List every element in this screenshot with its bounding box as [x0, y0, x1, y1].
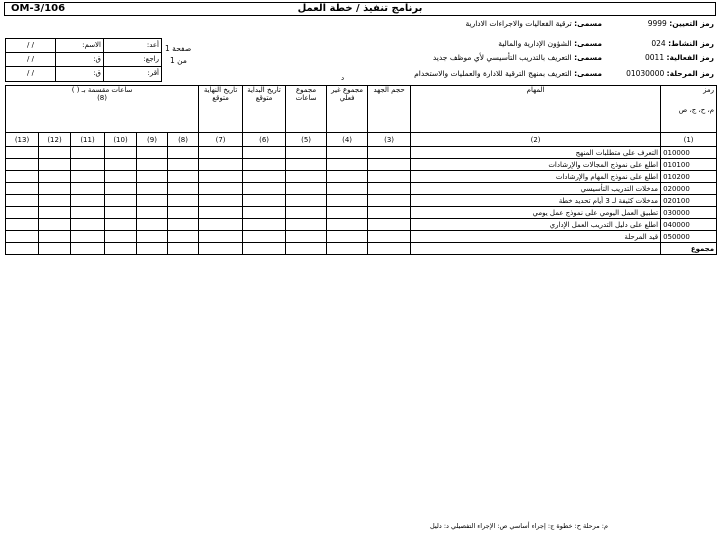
empty-cell[interactable]: [368, 195, 411, 207]
info-name-activity: مسمى: الشؤون الإدارية والمالية: [498, 39, 602, 48]
empty-cell[interactable]: [6, 171, 39, 183]
empty-cell[interactable]: [368, 207, 411, 219]
table-row: [6, 183, 717, 195]
empty-cell[interactable]: [243, 231, 286, 243]
empty-cell[interactable]: [368, 147, 411, 159]
legend-footer: م: مرحلة ح: خطوة ج: إجراء أساسي ص: الإجراء التفصيلي د: دليل: [430, 522, 608, 530]
empty-cell[interactable]: [327, 231, 368, 243]
task-cell: مدخلات التدريب التأسيسي: [411, 183, 661, 195]
sign-row-prepared: أعد: الاسم: / /: [6, 39, 161, 53]
empty-cell[interactable]: [105, 231, 137, 243]
table-row: [6, 171, 717, 183]
code-cell: 010100: [661, 159, 717, 171]
sign-row-reviewed: راجع: ق: / /: [6, 53, 161, 67]
empty-cell[interactable]: [199, 147, 243, 159]
empty-cell[interactable]: [243, 159, 286, 171]
empty-cell[interactable]: [105, 171, 137, 183]
task-cell: قيد المرحلة: [411, 231, 661, 243]
table-row: [6, 231, 717, 243]
empty-cell[interactable]: [368, 183, 411, 195]
hours-group-header: ساعات مقسمة بـ ( ) (8): [6, 86, 199, 133]
empty-cell[interactable]: [137, 159, 168, 171]
empty-cell[interactable]: [168, 195, 199, 207]
empty-cell[interactable]: [6, 207, 39, 219]
empty-cell[interactable]: [199, 183, 243, 195]
code-cell: 050000: [661, 231, 717, 243]
task-cell: مدخلات كثيفة لـ 3 أيام تحديد خطة: [411, 195, 661, 207]
empty-cell[interactable]: [168, 231, 199, 243]
task-cell: اطلع على دليل التدريب العمل الإداري: [411, 219, 661, 231]
empty-cell[interactable]: [137, 171, 168, 183]
table-row: [6, 207, 717, 219]
empty-cell[interactable]: [137, 219, 168, 231]
empty-cell[interactable]: [105, 219, 137, 231]
page-title: برنامج تنفيذ / خطة العمل: [297, 3, 423, 14]
empty-cell[interactable]: [6, 159, 39, 171]
info-name-function: مسمى: التعريف بالتدريب التأسيسي لأي موظف جديد: [432, 53, 602, 62]
empty-cell[interactable]: [327, 183, 368, 195]
empty-cell[interactable]: [168, 147, 199, 159]
empty-cell[interactable]: [368, 231, 411, 243]
code-cell: 010000: [661, 147, 717, 159]
task-cell: اطلع على نموذج المجالات والإرشادات: [411, 159, 661, 171]
code-cell: 020100: [661, 195, 717, 207]
code-cell: 040000: [661, 219, 717, 231]
code-cell: 020000: [661, 183, 717, 195]
empty-cell[interactable]: [137, 183, 168, 195]
code-cell: 010200: [661, 171, 717, 183]
info-name-stage: مسمى: التعريف بمنهج الترقية للادارة والعمليات والاستخدام: [414, 69, 602, 78]
table-row: [6, 219, 717, 231]
empty-cell[interactable]: [168, 219, 199, 231]
empty-cell[interactable]: [327, 219, 368, 231]
empty-cell[interactable]: [327, 171, 368, 183]
empty-cell[interactable]: [286, 195, 327, 207]
code-cell: 030000: [661, 207, 717, 219]
empty-cell[interactable]: [327, 159, 368, 171]
empty-cell[interactable]: [105, 195, 137, 207]
empty-cell[interactable]: [286, 171, 327, 183]
table-row: [6, 147, 717, 159]
empty-cell[interactable]: [39, 195, 71, 207]
empty-cell[interactable]: [105, 147, 137, 159]
empty-cell[interactable]: [6, 195, 39, 207]
empty-cell[interactable]: [368, 171, 411, 183]
empty-cell[interactable]: [286, 183, 327, 195]
empty-cell[interactable]: [39, 147, 71, 159]
empty-cell[interactable]: [6, 231, 39, 243]
task-cell: تطبيق العمل اليومي على نموذج عمل يومي: [411, 207, 661, 219]
code-header: رمز م، ح، ج، ص: [661, 86, 717, 133]
empty-cell[interactable]: [39, 231, 71, 243]
empty-cell[interactable]: [71, 159, 105, 171]
empty-cell[interactable]: [168, 171, 199, 183]
total-planned-header: مجموع غير فعلي: [327, 86, 368, 133]
total-hours-header: مجموع ساعات: [286, 86, 327, 133]
page-indicator: صفحة 1: [165, 44, 192, 53]
title-bar: [4, 2, 716, 16]
empty-cell[interactable]: [199, 231, 243, 243]
empty-cell[interactable]: [286, 207, 327, 219]
empty-cell[interactable]: [39, 183, 71, 195]
empty-cell[interactable]: [243, 183, 286, 195]
empty-cell[interactable]: [39, 219, 71, 231]
task-cell: التعرف على متطلبات المنهج: [411, 147, 661, 159]
empty-cell[interactable]: [71, 183, 105, 195]
info-name-assignment: مسمى: ترقية الفعاليات والاجراءات الادارية: [465, 19, 602, 28]
empty-cell[interactable]: [71, 219, 105, 231]
unit-marker: د: [341, 74, 345, 82]
empty-cell[interactable]: [286, 147, 327, 159]
task-cell: اطلع على نموذج المهام والإرشادات: [411, 171, 661, 183]
page-total: من 1: [170, 56, 187, 65]
empty-cell[interactable]: [243, 147, 286, 159]
empty-cell[interactable]: [243, 219, 286, 231]
empty-cell[interactable]: [327, 147, 368, 159]
empty-cell[interactable]: [243, 207, 286, 219]
empty-cell[interactable]: [105, 207, 137, 219]
form-code: OM-3/106: [11, 3, 66, 14]
column-number-row: (13) (12) (11) (10) (9) (8) (7) (6) (5) (4) (3) (2) (1): [6, 133, 717, 147]
end-date-header: تاريخ النهاية متوقع: [199, 86, 243, 133]
empty-cell[interactable]: [286, 219, 327, 231]
empty-cell[interactable]: [6, 219, 39, 231]
start-date-header: تاريخ البداية متوقع: [243, 86, 286, 133]
empty-cell[interactable]: [137, 195, 168, 207]
empty-cell[interactable]: [137, 231, 168, 243]
empty-cell[interactable]: [243, 195, 286, 207]
empty-cell[interactable]: [199, 159, 243, 171]
empty-cell[interactable]: [368, 159, 411, 171]
empty-cell[interactable]: [137, 147, 168, 159]
effort-header: حجم الجهد: [368, 86, 411, 133]
total-label: مجموع: [661, 243, 717, 255]
empty-cell[interactable]: [327, 195, 368, 207]
total-row: [6, 243, 717, 255]
info-row-stage: رمز المرحلة: 01030000: [626, 69, 714, 78]
empty-cell[interactable]: [6, 183, 39, 195]
empty-cell[interactable]: [199, 195, 243, 207]
empty-cell[interactable]: [168, 159, 199, 171]
empty-cell[interactable]: [286, 159, 327, 171]
signature-box: [5, 38, 162, 82]
empty-cell[interactable]: [39, 207, 71, 219]
info-row-activity: رمز النشاط: 024: [651, 39, 714, 48]
empty-cell[interactable]: [199, 219, 243, 231]
empty-cell[interactable]: [71, 207, 105, 219]
info-row-assignment: رمز التعيين: 9999: [647, 19, 714, 28]
empty-cell[interactable]: [199, 171, 243, 183]
empty-cell[interactable]: [105, 159, 137, 171]
header-row: [6, 86, 717, 133]
empty-cell[interactable]: [137, 207, 168, 219]
empty-cell[interactable]: [71, 231, 105, 243]
empty-cell[interactable]: [105, 183, 137, 195]
empty-cell[interactable]: [71, 195, 105, 207]
work-plan-table: [5, 85, 717, 255]
empty-cell[interactable]: [286, 231, 327, 243]
empty-cell[interactable]: [6, 147, 39, 159]
empty-cell[interactable]: [39, 159, 71, 171]
empty-cell[interactable]: [368, 219, 411, 231]
table-row: [6, 159, 717, 171]
table-row: [6, 195, 717, 207]
sign-row-approved: أقر: ق: / /: [6, 67, 161, 81]
info-row-function: رمز الفعالية: 0011: [645, 53, 714, 62]
empty-cell[interactable]: [71, 171, 105, 183]
empty-cell[interactable]: [243, 171, 286, 183]
task-header: المهام: [411, 86, 661, 133]
empty-cell[interactable]: [39, 171, 71, 183]
empty-cell[interactable]: [199, 207, 243, 219]
empty-cell[interactable]: [71, 147, 105, 159]
empty-cell[interactable]: [168, 183, 199, 195]
empty-cell[interactable]: [168, 207, 199, 219]
empty-cell[interactable]: [327, 207, 368, 219]
